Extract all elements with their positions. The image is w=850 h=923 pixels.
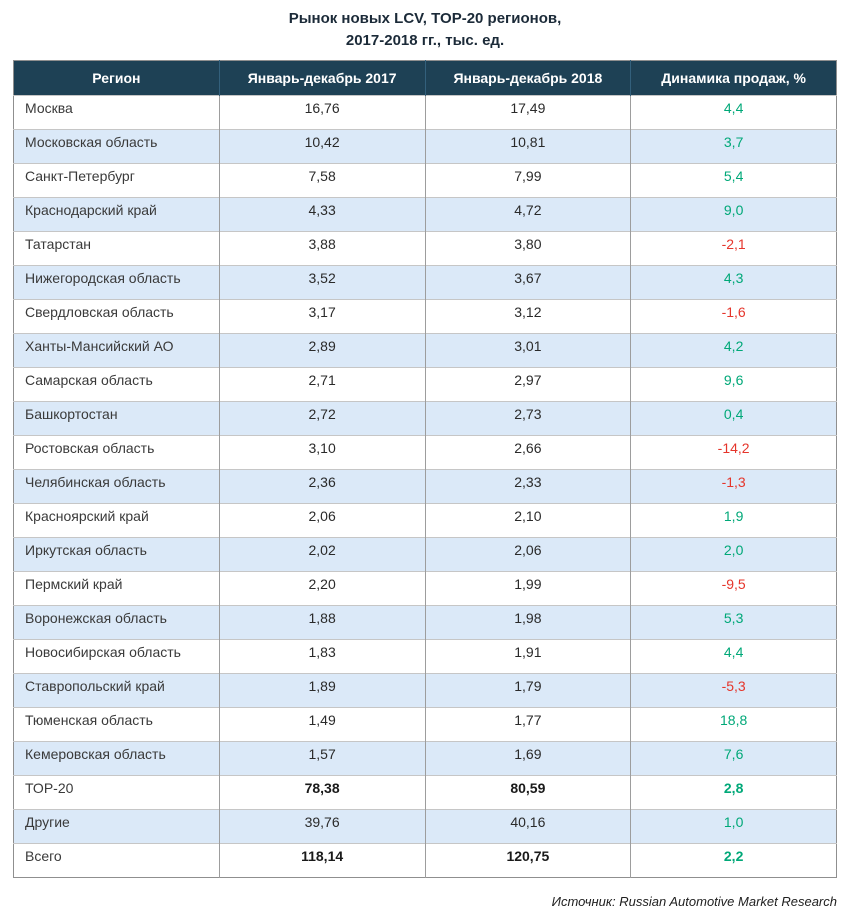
dynamics-cell: 2,0 [631, 537, 837, 571]
dynamics-cell: 5,4 [631, 163, 837, 197]
dynamics-cell: 4,4 [631, 639, 837, 673]
dynamics-cell: 9,0 [631, 197, 837, 231]
table-row [14, 265, 837, 299]
table-body [14, 95, 837, 877]
value-2018-cell: 3,12 [425, 299, 631, 333]
region-cell: Свердловская область [14, 299, 220, 333]
value-2018-cell: 3,80 [425, 231, 631, 265]
value-2017-cell: 1,83 [219, 639, 425, 673]
dynamics-cell: 1,0 [631, 809, 837, 843]
table-row [14, 741, 837, 775]
region-cell: Новосибирская область [14, 639, 220, 673]
region-cell: Ставропольский край [14, 673, 220, 707]
table-row [14, 707, 837, 741]
value-2017-cell: 10,42 [219, 129, 425, 163]
column-header-dynamics: Динамика продаж, % [631, 60, 837, 95]
region-cell: Ханты-Мансийский АО [14, 333, 220, 367]
table-header [14, 60, 837, 95]
dynamics-cell: 4,4 [631, 95, 837, 129]
value-2018-cell: 3,01 [425, 333, 631, 367]
value-2017-cell: 3,10 [219, 435, 425, 469]
value-2018-cell: 80,59 [425, 775, 631, 809]
region-cell: Башкортостан [14, 401, 220, 435]
value-2017-cell: 7,58 [219, 163, 425, 197]
dynamics-cell: 3,7 [631, 129, 837, 163]
value-2018-cell: 2,73 [425, 401, 631, 435]
value-2017-cell: 1,57 [219, 741, 425, 775]
value-2017-cell: 1,88 [219, 605, 425, 639]
value-2018-cell: 1,69 [425, 741, 631, 775]
value-2018-cell: 2,33 [425, 469, 631, 503]
table-row [14, 95, 837, 129]
table-row [14, 571, 837, 605]
value-2018-cell: 7,99 [425, 163, 631, 197]
dynamics-cell: -14,2 [631, 435, 837, 469]
value-2017-cell: 2,89 [219, 333, 425, 367]
dynamics-cell: 0,4 [631, 401, 837, 435]
dynamics-cell: 9,6 [631, 367, 837, 401]
table-row [14, 367, 837, 401]
value-2018-cell: 2,06 [425, 537, 631, 571]
dynamics-cell: -1,6 [631, 299, 837, 333]
table-row [14, 401, 837, 435]
region-cell: Кемеровская область [14, 741, 220, 775]
value-2017-cell: 2,36 [219, 469, 425, 503]
dynamics-cell: -5,3 [631, 673, 837, 707]
table-row [14, 605, 837, 639]
region-cell: ТОР-20 [14, 775, 220, 809]
dynamics-cell: 2,2 [631, 843, 837, 877]
dynamics-cell: -9,5 [631, 571, 837, 605]
value-2018-cell: 120,75 [425, 843, 631, 877]
table-row [14, 537, 837, 571]
value-2018-cell: 2,97 [425, 367, 631, 401]
value-2018-cell: 1,77 [425, 707, 631, 741]
value-2018-cell: 3,67 [425, 265, 631, 299]
dynamics-cell: 2,8 [631, 775, 837, 809]
value-2017-cell: 1,89 [219, 673, 425, 707]
region-cell: Пермский край [14, 571, 220, 605]
value-2018-cell: 1,99 [425, 571, 631, 605]
table-row [14, 435, 837, 469]
value-2017-cell: 3,52 [219, 265, 425, 299]
value-2017-cell: 2,20 [219, 571, 425, 605]
value-2018-cell: 4,72 [425, 197, 631, 231]
value-2018-cell: 1,91 [425, 639, 631, 673]
region-cell: Ростовская область [14, 435, 220, 469]
value-2017-cell: 118,14 [219, 843, 425, 877]
table-title [13, 8, 837, 52]
dynamics-cell: -2,1 [631, 231, 837, 265]
value-2017-cell: 78,38 [219, 775, 425, 809]
region-cell: Челябинская область [14, 469, 220, 503]
region-cell: Тюменская область [14, 707, 220, 741]
dynamics-cell: 1,9 [631, 503, 837, 537]
value-2018-cell: 10,81 [425, 129, 631, 163]
region-cell: Иркутская область [14, 537, 220, 571]
region-cell: Воронежская область [14, 605, 220, 639]
title-line-2: 2017-2018 гг., тыс. ед. [345, 31, 505, 49]
value-2017-cell: 1,49 [219, 707, 425, 741]
dynamics-cell: 7,6 [631, 741, 837, 775]
table-row [14, 129, 837, 163]
dynamics-cell: 18,8 [631, 707, 837, 741]
column-header-2017: Январь-декабрь 2017 [219, 60, 425, 95]
dynamics-cell: 4,3 [631, 265, 837, 299]
value-2017-cell: 39,76 [219, 809, 425, 843]
dynamics-cell: 4,2 [631, 333, 837, 367]
value-2017-cell: 4,33 [219, 197, 425, 231]
region-cell: Нижегородская область [14, 265, 220, 299]
table-row [14, 333, 837, 367]
value-2017-cell: 2,72 [219, 401, 425, 435]
column-header-2018: Январь-декабрь 2018 [425, 60, 631, 95]
value-2017-cell: 2,71 [219, 367, 425, 401]
table-row [14, 673, 837, 707]
table-row [14, 163, 837, 197]
value-2018-cell: 40,16 [425, 809, 631, 843]
table-row [14, 503, 837, 537]
table-row [14, 809, 837, 843]
region-cell: Другие [14, 809, 220, 843]
lcv-market-table [13, 60, 837, 878]
value-2017-cell: 3,88 [219, 231, 425, 265]
region-cell: Краснодарский край [14, 197, 220, 231]
region-cell: Москва [14, 95, 220, 129]
title-line-1: Рынок новых LCV, TOP-20 регионов, [288, 10, 562, 27]
dynamics-cell: 5,3 [631, 605, 837, 639]
table-row [14, 197, 837, 231]
region-cell: Красноярский край [14, 503, 220, 537]
table-row [14, 843, 837, 877]
value-2018-cell: 2,10 [425, 503, 631, 537]
source-note: Источник: Russian Automotive Market Research [551, 893, 837, 909]
value-2018-cell: 1,98 [425, 605, 631, 639]
value-2017-cell: 2,02 [219, 537, 425, 571]
value-2018-cell: 1,79 [425, 673, 631, 707]
region-cell: Московская область [14, 129, 220, 163]
table-row [14, 775, 837, 809]
table-row [14, 299, 837, 333]
value-2017-cell: 16,76 [219, 95, 425, 129]
dynamics-cell: -1,3 [631, 469, 837, 503]
value-2017-cell: 2,06 [219, 503, 425, 537]
value-2018-cell: 2,66 [425, 435, 631, 469]
table-row [14, 231, 837, 265]
region-cell: Всего [14, 843, 220, 877]
table-row [14, 639, 837, 673]
region-cell: Самарская область [14, 367, 220, 401]
region-cell: Санкт-Петербург [14, 163, 220, 197]
table-row [14, 469, 837, 503]
region-cell: Татарстан [14, 231, 220, 265]
value-2018-cell: 17,49 [425, 95, 631, 129]
value-2017-cell: 3,17 [219, 299, 425, 333]
column-header-region: Регион [14, 60, 220, 95]
